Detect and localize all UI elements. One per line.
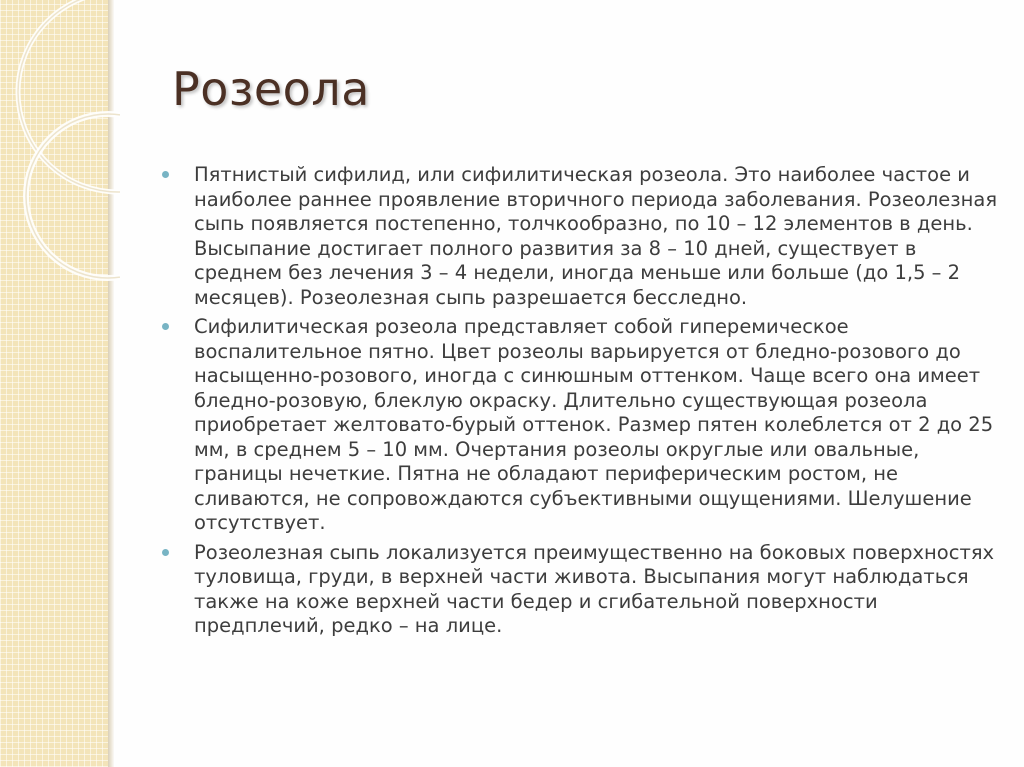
bullet-text: Сифилитическая розеола представляет собой гиперемическое воспалительное пятно. Цвет розеолы варьируется от бледно-розового до насыщенно-розового, иногда с синюшным оттенком. Чаще всего она имеет бледно-розовую, блеклую окраску. Длительно существующая розеола приобретает желтовато-бурый оттенок. Размер пятен колеблется от 2 до 25 мм, в среднем 5 – 10 мм. Очертания розеолы округлые или овальные, границы нечеткие. Пятна не обладают периферическим ростом, не сливаются, не сопровождаются субъективными ощущениями. Шелушение отсутствует. [194, 315, 994, 534]
list-item [160, 541, 1000, 639]
bullet-dot-icon [162, 323, 169, 330]
list-item [160, 163, 1000, 310]
decorative-circles-icon [0, 0, 120, 330]
bullet-text: Пятнистый сифилид, или сифилитическая розеола. Это наиболее частое и наиболее раннее проявление вторичного периода заболевания. Розеолезная сыпь появляется постепенно, толчкообразно, по 10 – 12 элементов в день. Высыпание достигает полного развития за 8 – 10 дней, существует в среднем без лечения 3 – 4 недели, иногда меньше или больше (до 1,5 – 2 месяцев). Розеолезная сыпь разрешается бесследно. [194, 163, 998, 309]
bullet-dot-icon [162, 549, 169, 556]
bullet-dot-icon [162, 171, 169, 178]
slide-title: Розеола [172, 62, 370, 116]
list-item [160, 315, 1000, 536]
bullet-list [160, 163, 1000, 644]
bullet-text: Розеолезная сыпь локализуется преимущественно на боковых поверхностях туловища, груди, в верхней части живота. Высыпания могут наблюдаться также на коже верхней части бедер и сгибательной поверхности предплечий, редко – на лице. [194, 540, 995, 637]
